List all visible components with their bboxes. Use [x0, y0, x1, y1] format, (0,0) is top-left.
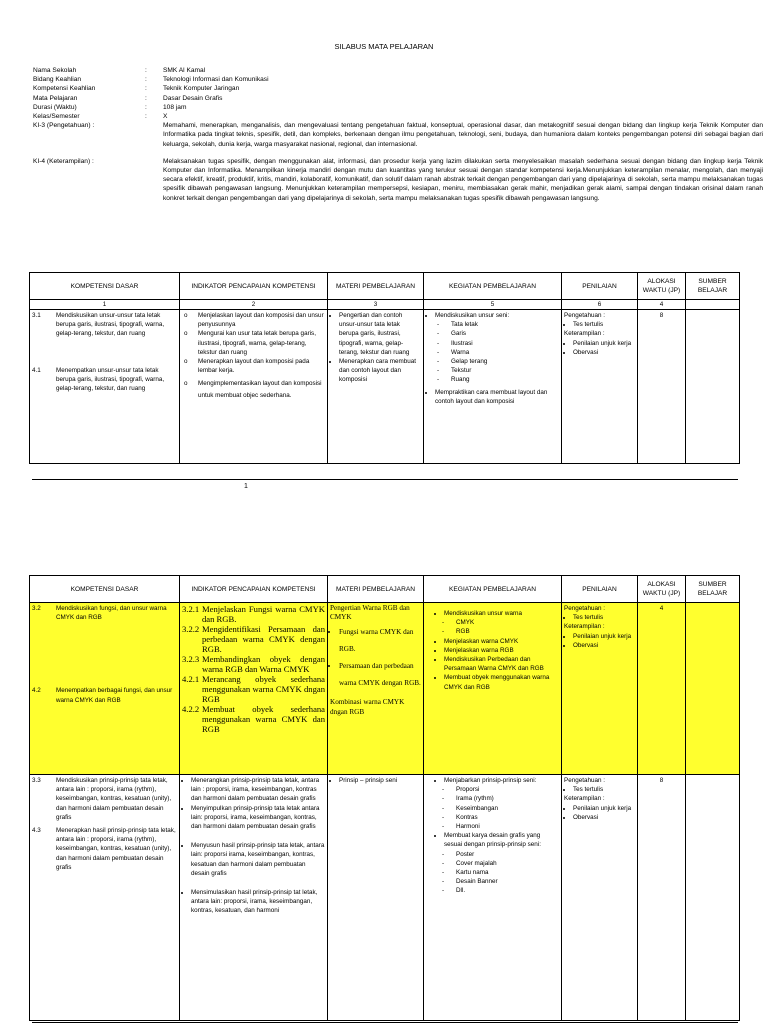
- indikator-cell: [180, 310, 328, 464]
- info-value: Teknik Komputer Jaringan: [163, 85, 240, 93]
- info-colon: :: [145, 103, 147, 111]
- info-colon: :: [145, 94, 147, 102]
- info-row: [33, 112, 768, 121]
- column-number: [686, 300, 740, 310]
- indikator-cell: [180, 603, 328, 775]
- kegiatan-item: [435, 311, 559, 385]
- penilaian-item: • Penilaian unjuk kerja: [573, 339, 635, 348]
- indikator-text: Menjelaskan Fungsi warna CMYK dan RGB.: [202, 604, 325, 624]
- kegiatan-subitem: - Dll.: [456, 886, 559, 895]
- indikator-text: Mengidentifikasi Persamaan dan perbedaan warna CMYK dengan RGB.: [202, 624, 325, 654]
- penilaian-item: • Obervasi: [573, 813, 635, 822]
- indikator-item: • Menyimpulkan prinsip-prinsip tata letak antara lain: proporsi, irama, keseimbangan, kontras, dan harmoni dalam pembuatan desain grafis: [191, 804, 325, 832]
- indikator-item: • Mensimulasikan hasil prinsip-prinsip tat letak, antara lain: proporsi, irama, keseimbangan, kontras, kesatuan, dan harmoni: [191, 888, 325, 916]
- info-value: X: [163, 113, 168, 121]
- kegiatan-head: Mendiskusikan unsur warna: [444, 610, 523, 617]
- kegiatan-subitem: - Tekstur: [451, 366, 559, 375]
- column-header: KOMPETENSI DASAR: [30, 576, 180, 603]
- table-row-highlighted: [30, 603, 740, 775]
- penilaian-cell: [562, 775, 638, 1021]
- alokasi-cell: 4: [638, 603, 686, 775]
- indikator-text: Merancang obyek sederhana menggunakan warna CMYK dngan RGB: [202, 674, 325, 704]
- column-number-row: [30, 300, 740, 310]
- penilaian-label: Keterampilan :: [564, 623, 605, 631]
- table-row: [30, 775, 740, 1021]
- info-label: KI-3 (Pengetahuan) :: [33, 122, 95, 130]
- kegiatan-item: • Membuat obyek menggunakan warna CMYK dan RGB: [444, 673, 559, 691]
- column-header: SUMBER BELAJAR: [686, 273, 740, 300]
- kd-number: 3.3: [32, 777, 41, 784]
- info-row-ki3: [33, 121, 768, 149]
- indikator-number: 3.2.2: [182, 624, 200, 634]
- info-row: [33, 84, 768, 93]
- penilaian-label: Keterampilan :: [564, 330, 605, 338]
- table-header-row: [30, 576, 740, 603]
- alokasi-cell: 8: [638, 310, 686, 464]
- penilaian-label: Pengetahuan :: [564, 312, 605, 319]
- kd-number: 4.3: [32, 827, 41, 835]
- kd-item: [32, 311, 177, 339]
- penilaian-item: • Penilaian unjuk kerja: [573, 632, 635, 641]
- indikator-item: [182, 624, 325, 654]
- kegiatan-subitem: - Cover majalah: [456, 859, 559, 868]
- syllabus-table-2: [29, 575, 740, 1021]
- column-number: 6: [562, 300, 638, 310]
- footer-rule: [32, 479, 738, 480]
- info-row-ki4: [33, 157, 768, 203]
- materi-cell: [328, 310, 424, 464]
- info-label: Durasi (Waktu): [33, 103, 77, 111]
- indikator-number: 3.2.3: [182, 654, 200, 664]
- indikator-item: • Menerangkan prinsip-prinsip tata letak, antara lain : proporsi, irama, keseimbangan, kontras dan harmoni dalam pembuatan desain grafis: [191, 776, 325, 804]
- kegiatan-subitem: - Desain Banner: [456, 877, 559, 886]
- penilaian-item: • Tes tertulis: [573, 613, 635, 622]
- kegiatan-item: [444, 609, 559, 637]
- kegiatan-subitem: - Ilustrasi: [451, 339, 559, 348]
- column-header: ALOKASI WAKTU (JP): [638, 576, 686, 603]
- penilaian-cell: [562, 603, 638, 775]
- info-row: [33, 103, 768, 112]
- kegiatan-subitem: - Tata letak: [451, 320, 559, 329]
- info-row: [33, 94, 768, 103]
- column-header: INDIKATOR PENCAPAIAN KOMPETENSI: [180, 576, 328, 603]
- indikator-item: o Menjelaskan layout dan komposisi dan unsur penyusunnya: [182, 311, 325, 329]
- info-value: Memahami, menerapkan, menganalisis, dan mengevaluasi tentang pengetahuan faktual, konseptual, operasional dasar, dan metakognitif sesuai dengan bidang dan lingkup kerja Teknik Komputer dan Informatika pada tingkat teknis, spesifik, detil, dan kompleks, berkenaan dengan ilmu pengetahuan, teknologi, seni, budaya, dan humaniora dalam konteks pengembangan potensi diri sebagai bagian dari keluarga, sekolah, dunia kerja, warga masyarakat nasional, regional, dan internasional.: [163, 122, 763, 148]
- info-label: Bidang Keahlian: [33, 76, 82, 84]
- kegiatan-subitem: - Kartu nama: [456, 868, 559, 877]
- kegiatan-subitem: - Irama (rythm): [456, 794, 559, 803]
- footer-rule: [32, 1022, 738, 1023]
- info-label: Mata Pelajaran: [33, 94, 78, 102]
- kegiatan-head: Membuat karya desain grafis yang sesuai dengan prinsip-prinsip seni:: [444, 832, 541, 849]
- page-number: 1: [244, 483, 248, 490]
- penilaian-label: Pengetahuan :: [564, 777, 605, 784]
- kegiatan-subitem: - Proporsi: [456, 785, 559, 794]
- penilaian-item: • Penilaian unjuk kerja: [573, 804, 635, 813]
- kompetensi-dasar-cell: [30, 310, 180, 464]
- sumber-cell: [686, 775, 740, 1021]
- kd-item: [32, 686, 177, 704]
- kegiatan-subitem: - CMYK: [456, 618, 559, 627]
- kd-number: 4.1: [32, 366, 41, 374]
- kegiatan-item: [444, 776, 559, 831]
- kegiatan-subitem: - Kontras: [456, 813, 559, 822]
- info-value: 108 jam: [163, 103, 187, 111]
- kd-item: [32, 366, 177, 394]
- kegiatan-subitem: - Poster: [456, 850, 559, 859]
- column-header: ALOKASI WAKTU (JP): [638, 273, 686, 300]
- penilaian-item: • Tes tertulis: [573, 320, 635, 329]
- kegiatan-item: • Menjelaskan warna CMYK: [444, 637, 559, 646]
- materi-cell: [328, 603, 424, 775]
- info-colon: :: [145, 85, 147, 93]
- kd-text: Mendiskusikan prinsip-prinsip tata letak, antara lain : proporsi, irama (rythm), keseimbangan, kontras, kesatuan (unity), dan harmoni dalam pembuatan desain grafis: [56, 777, 172, 821]
- indikator-number: 4.2.1: [182, 674, 200, 684]
- info-colon: :: [145, 113, 147, 121]
- indikator-item: [182, 604, 325, 624]
- indikator-cell: [180, 775, 328, 1021]
- materi-text: Kombinasi warna CMYK dngan RGB: [330, 698, 405, 716]
- column-header: KEGIATAN PEMBELAJARAN: [424, 273, 562, 300]
- kegiatan-subitem: - RGB: [456, 627, 559, 636]
- kd-text: Mendiskusikan unsur-unsur tata letak berupa garis, ilustrasi, tipografi, warna, gelap-terang, tekstur, dan ruang: [56, 312, 165, 338]
- kegiatan-subitem: - Keseimbangan: [456, 804, 559, 813]
- kegiatan-item: • Mendiskusikan Perbedaan dan Persamaan Warna CMYK dan RGB: [444, 655, 559, 673]
- page-title: SILABUS MATA PELAJARAN: [334, 42, 434, 51]
- column-header: PENILAIAN: [562, 273, 638, 300]
- column-number: 5: [424, 300, 562, 310]
- column-header: MATERI PEMBELAJARAN: [328, 576, 424, 603]
- materi-item: • Persamaan dan perbedaan warna CMYK dengan RGB.: [339, 658, 421, 692]
- kegiatan-item: • Menjelaskan warna RGB: [444, 646, 559, 655]
- materi-item: • Fungsi warna CMYK dan RGB.: [339, 624, 421, 658]
- kd-item: [32, 826, 177, 872]
- materi-item: • Menerapkan cara membuat dan contoh layout dan komposisi: [339, 357, 421, 385]
- alokasi-cell: 8: [638, 775, 686, 1021]
- kd-text: Menempatkan berbagai fungsi, dan unsur warna CMYK dan RGB: [56, 687, 173, 704]
- column-header: KOMPETENSI DASAR: [30, 273, 180, 300]
- kegiatan-head: Menjabarkan prinsip-prinsip seni:: [444, 777, 537, 784]
- indikator-text: Membandingkan obyek dengan warna RGB dan Warna CMYK: [202, 654, 325, 674]
- kd-item: [32, 604, 177, 622]
- kegiatan-cell: [424, 775, 562, 1021]
- penilaian-item: • Obervasi: [573, 641, 635, 650]
- penilaian-label: Pengetahuan :: [564, 605, 605, 612]
- kegiatan-subitem: - Garis: [451, 329, 559, 338]
- indikator-text: Membuat obyek sederhana menggunakan warna CMYK dan RGB: [202, 704, 325, 734]
- info-value: Dasar Desain Grafis: [163, 94, 223, 102]
- column-number: 4: [638, 300, 686, 310]
- materi-item: • Prinsip – prinsip seni: [339, 776, 421, 785]
- kd-text: Menempatkan unsur-unsur tata letak berupa garis, ilustrasi, tipografi, warna, gelap-terang, tekstur, dan ruang: [56, 366, 165, 393]
- info-row: [33, 75, 768, 84]
- indikator-number: 4.2.2: [182, 704, 200, 714]
- kompetensi-dasar-cell: [30, 603, 180, 775]
- indikator-item: [182, 654, 325, 674]
- column-header: SUMBER BELAJAR: [686, 576, 740, 603]
- indikator-item: o Mengimplementasikan layout dan komposisi untuk membuat objec sederhana.: [182, 378, 325, 402]
- penilaian-label: Keterampilan :: [564, 795, 605, 803]
- school-info: [33, 66, 768, 203]
- penilaian-item: • Tes tertulis: [573, 785, 635, 794]
- materi-item: • Pengertian dan contoh unsur-unsur tata letak berupa garis, ilustrasi, tipografi, warna, gelap-terang, tekstur dan ruang: [339, 311, 421, 357]
- kegiatan-subitem: - Warna: [451, 348, 559, 357]
- column-header: MATERI PEMBELAJARAN: [328, 273, 424, 300]
- sumber-cell: [686, 310, 740, 464]
- indikator-item: • Menyusun hasil prinsip-prinsip tata letak, antara lain: proporsi irama, keseimbangan, kontras, kesatuan dan harmoni dalam pembuatan desain grafis: [191, 841, 325, 878]
- syllabus-table-1: [29, 272, 740, 464]
- materi-text: Pengertian Warna RGB dan CMYK: [330, 604, 410, 622]
- kd-text: Menerapkan hasil prinsip-prinsip tata letak, antara lain : proporsi, irama (rythm), keseimbangan, kontras, kesatuan (unity), dan harmoni dalam pembuatan desain grafis: [56, 827, 176, 871]
- kegiatan-cell: [424, 310, 562, 464]
- kd-number: 3.1: [32, 312, 41, 319]
- indikator-number: 3.2.1: [182, 604, 200, 614]
- column-header: INDIKATOR PENCAPAIAN KOMPETENSI: [180, 273, 328, 300]
- kd-number: 3.2: [32, 605, 41, 612]
- table-row: [30, 310, 740, 464]
- table-header-row: [30, 273, 740, 300]
- kompetensi-dasar-cell: [30, 775, 180, 1021]
- kegiatan-head: Mendiskusikan unsur seni:: [435, 312, 510, 319]
- column-header: KEGIATAN PEMBELAJARAN: [424, 576, 562, 603]
- column-header: PENILAIAN: [562, 576, 638, 603]
- kd-text: Mendiskusikan fungsi, dan unsur warna CMYK dan RGB: [56, 605, 167, 622]
- info-colon: :: [145, 67, 147, 74]
- penilaian-item: • Obervasi: [573, 348, 635, 357]
- indikator-item: o Menerapkan layout dan komposisi pada lembar kerja.: [182, 357, 325, 375]
- column-number: 3: [328, 300, 424, 310]
- sumber-cell: [686, 603, 740, 775]
- penilaian-cell: [562, 310, 638, 464]
- info-value: SMK Al Kamal: [163, 67, 206, 74]
- info-value: Teknologi Informasi dan Komunikasi: [163, 76, 269, 84]
- info-label: Kelas/Semester: [33, 113, 80, 121]
- info-value: Melaksanakan tugas spesifik, dengan menggunakan alat, informasi, dan prosedur kerja yang lazim dilakukan serta menyelesaikan masalah sederhana sesuai dengan bidang dan lingkup kerja Teknik Komputer dan Informatika. Menampilkan kinerja mandiri dengan mutu dan kuantitas yang terukur sesuai dengan standar kompetensi kerja.Menunjukkan keterampilan menalar, mengolah, dan menyaji secara efektif, kreatif, produktif, kritis, mandiri, kolaboratif, komunikatif, dan solutif dalam ranah abstrak terkait dengan pengembangan dari yang dipelajarinya di sekolah, serta mampu melaksanakan tugas spesifik dibawah pengawasan langsung. Menunjukkan keterampilan mempersepsi, kesiapan, meniru, membiasakan gerak mahir, menjadikan gerak alami, sampai dengan tindakan orisinal dalam ranah konkret terkait dengan pengembangan dari yang dipelajarinya di sekolah, serta mampu melaksanakan tugas spesifik dibawah pengawasan langsung.: [163, 157, 763, 202]
- indikator-item: o Mengurai kan usur tata letak berupa garis, ilustrasi, tipografi, warna, gelap-terang, tekstur dan ruang: [182, 329, 325, 357]
- info-label: KI-4 (Keterampilan) :: [33, 157, 94, 165]
- kd-item: [32, 776, 177, 822]
- indikator-item: [182, 674, 325, 704]
- kegiatan-subitem: - Harmoni: [456, 822, 559, 831]
- column-number: 2: [180, 300, 328, 310]
- info-row: [33, 66, 768, 75]
- info-label: Kompetensi Keahlian: [33, 85, 96, 93]
- info-label: Nama Sekolah: [33, 67, 77, 74]
- indikator-item: [182, 704, 325, 734]
- kegiatan-subitem: - Ruang: [451, 375, 559, 384]
- materi-cell: [328, 775, 424, 1021]
- kegiatan-subitem: - Gelap terang: [451, 357, 559, 366]
- info-colon: :: [145, 76, 147, 84]
- kegiatan-item: [444, 831, 559, 895]
- kd-number: 4.2: [32, 687, 41, 695]
- column-number: 1: [30, 300, 180, 310]
- kegiatan-item: • Mempraktikan cara membuat layout dan contoh layout dan komposisi: [435, 388, 559, 406]
- kegiatan-cell: [424, 603, 562, 775]
